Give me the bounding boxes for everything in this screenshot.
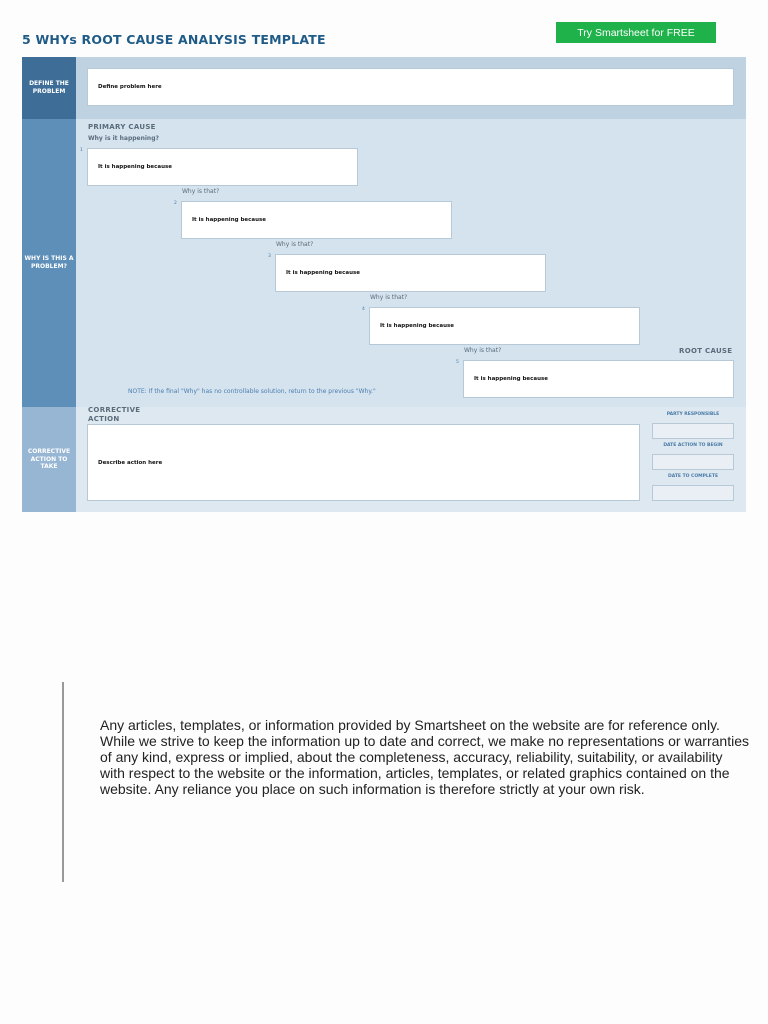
define-problem-field[interactable]: Define problem here bbox=[87, 68, 734, 106]
why-question-2: Why is that? bbox=[182, 188, 220, 195]
root-cause-label: ROOT CAUSE bbox=[679, 347, 733, 355]
why-number-4: 4 bbox=[362, 307, 365, 312]
why-number-3: 3 bbox=[268, 254, 271, 259]
why-question-4: Why is that? bbox=[370, 294, 408, 301]
why-answer-field-5[interactable]: It is happening because bbox=[463, 360, 734, 398]
why-number-1: 1 bbox=[80, 148, 83, 153]
corrective-action-section-label: CORRECTIVE ACTION TO TAKE bbox=[22, 407, 76, 512]
party-responsible-label: PARTY RESPONSIBLE bbox=[666, 412, 720, 417]
date-begin-label: DATE ACTION TO BEGIN bbox=[663, 443, 723, 448]
date-begin-field[interactable] bbox=[652, 454, 734, 470]
try-smartsheet-button[interactable]: Try Smartsheet for FREE bbox=[556, 22, 716, 43]
why-answer-field-4[interactable]: It is happening because bbox=[369, 307, 640, 345]
date-complete-label: DATE TO COMPLETE bbox=[667, 474, 719, 479]
disclaimer-divider bbox=[62, 682, 64, 882]
why-problem-section-label: WHY IS THIS A PROBLEM? bbox=[22, 119, 76, 407]
why-question-1: Why is it happening? bbox=[88, 135, 159, 142]
disclaimer-text: Any articles, templates, or information provided by Smartsheet on the website are for reference only. While we strive to keep the information up to date and correct, we make no representations or warranties of any kind, express or implied, about the completeness, accuracy, reliability, suitability, or availability with respect to the website or the information, articles, templates, or related graphics contained on the website. Any reliance you place on such information is therefore strictly at your own risk. bbox=[100, 717, 749, 797]
why-question-5: Why is that? bbox=[464, 347, 502, 354]
primary-cause-label: PRIMARY CAUSE bbox=[88, 123, 156, 131]
corrective-action-label: CORRECTIVE ACTION bbox=[88, 406, 141, 423]
page-title: 5 WHYs ROOT CAUSE ANALYSIS TEMPLATE bbox=[22, 32, 326, 47]
why-answer-field-1[interactable]: It is happening because bbox=[87, 148, 358, 186]
why-number-5: 5 bbox=[456, 360, 459, 365]
date-complete-field[interactable] bbox=[652, 485, 734, 501]
five-whys-template bbox=[22, 57, 746, 512]
corrective-action-field[interactable]: Describe action here bbox=[87, 424, 640, 501]
define-problem-section-label: DEFINE THE PROBLEM bbox=[22, 57, 76, 119]
why-answer-field-3[interactable]: It is happening because bbox=[275, 254, 546, 292]
why-answer-field-2[interactable]: It is happening because bbox=[181, 201, 452, 239]
why-question-3: Why is that? bbox=[276, 241, 314, 248]
final-why-note: NOTE: If the final "Why" has no controllable solution, return to the previous "Why." bbox=[128, 388, 376, 395]
party-responsible-field[interactable] bbox=[652, 423, 734, 439]
why-number-2: 2 bbox=[174, 201, 177, 206]
